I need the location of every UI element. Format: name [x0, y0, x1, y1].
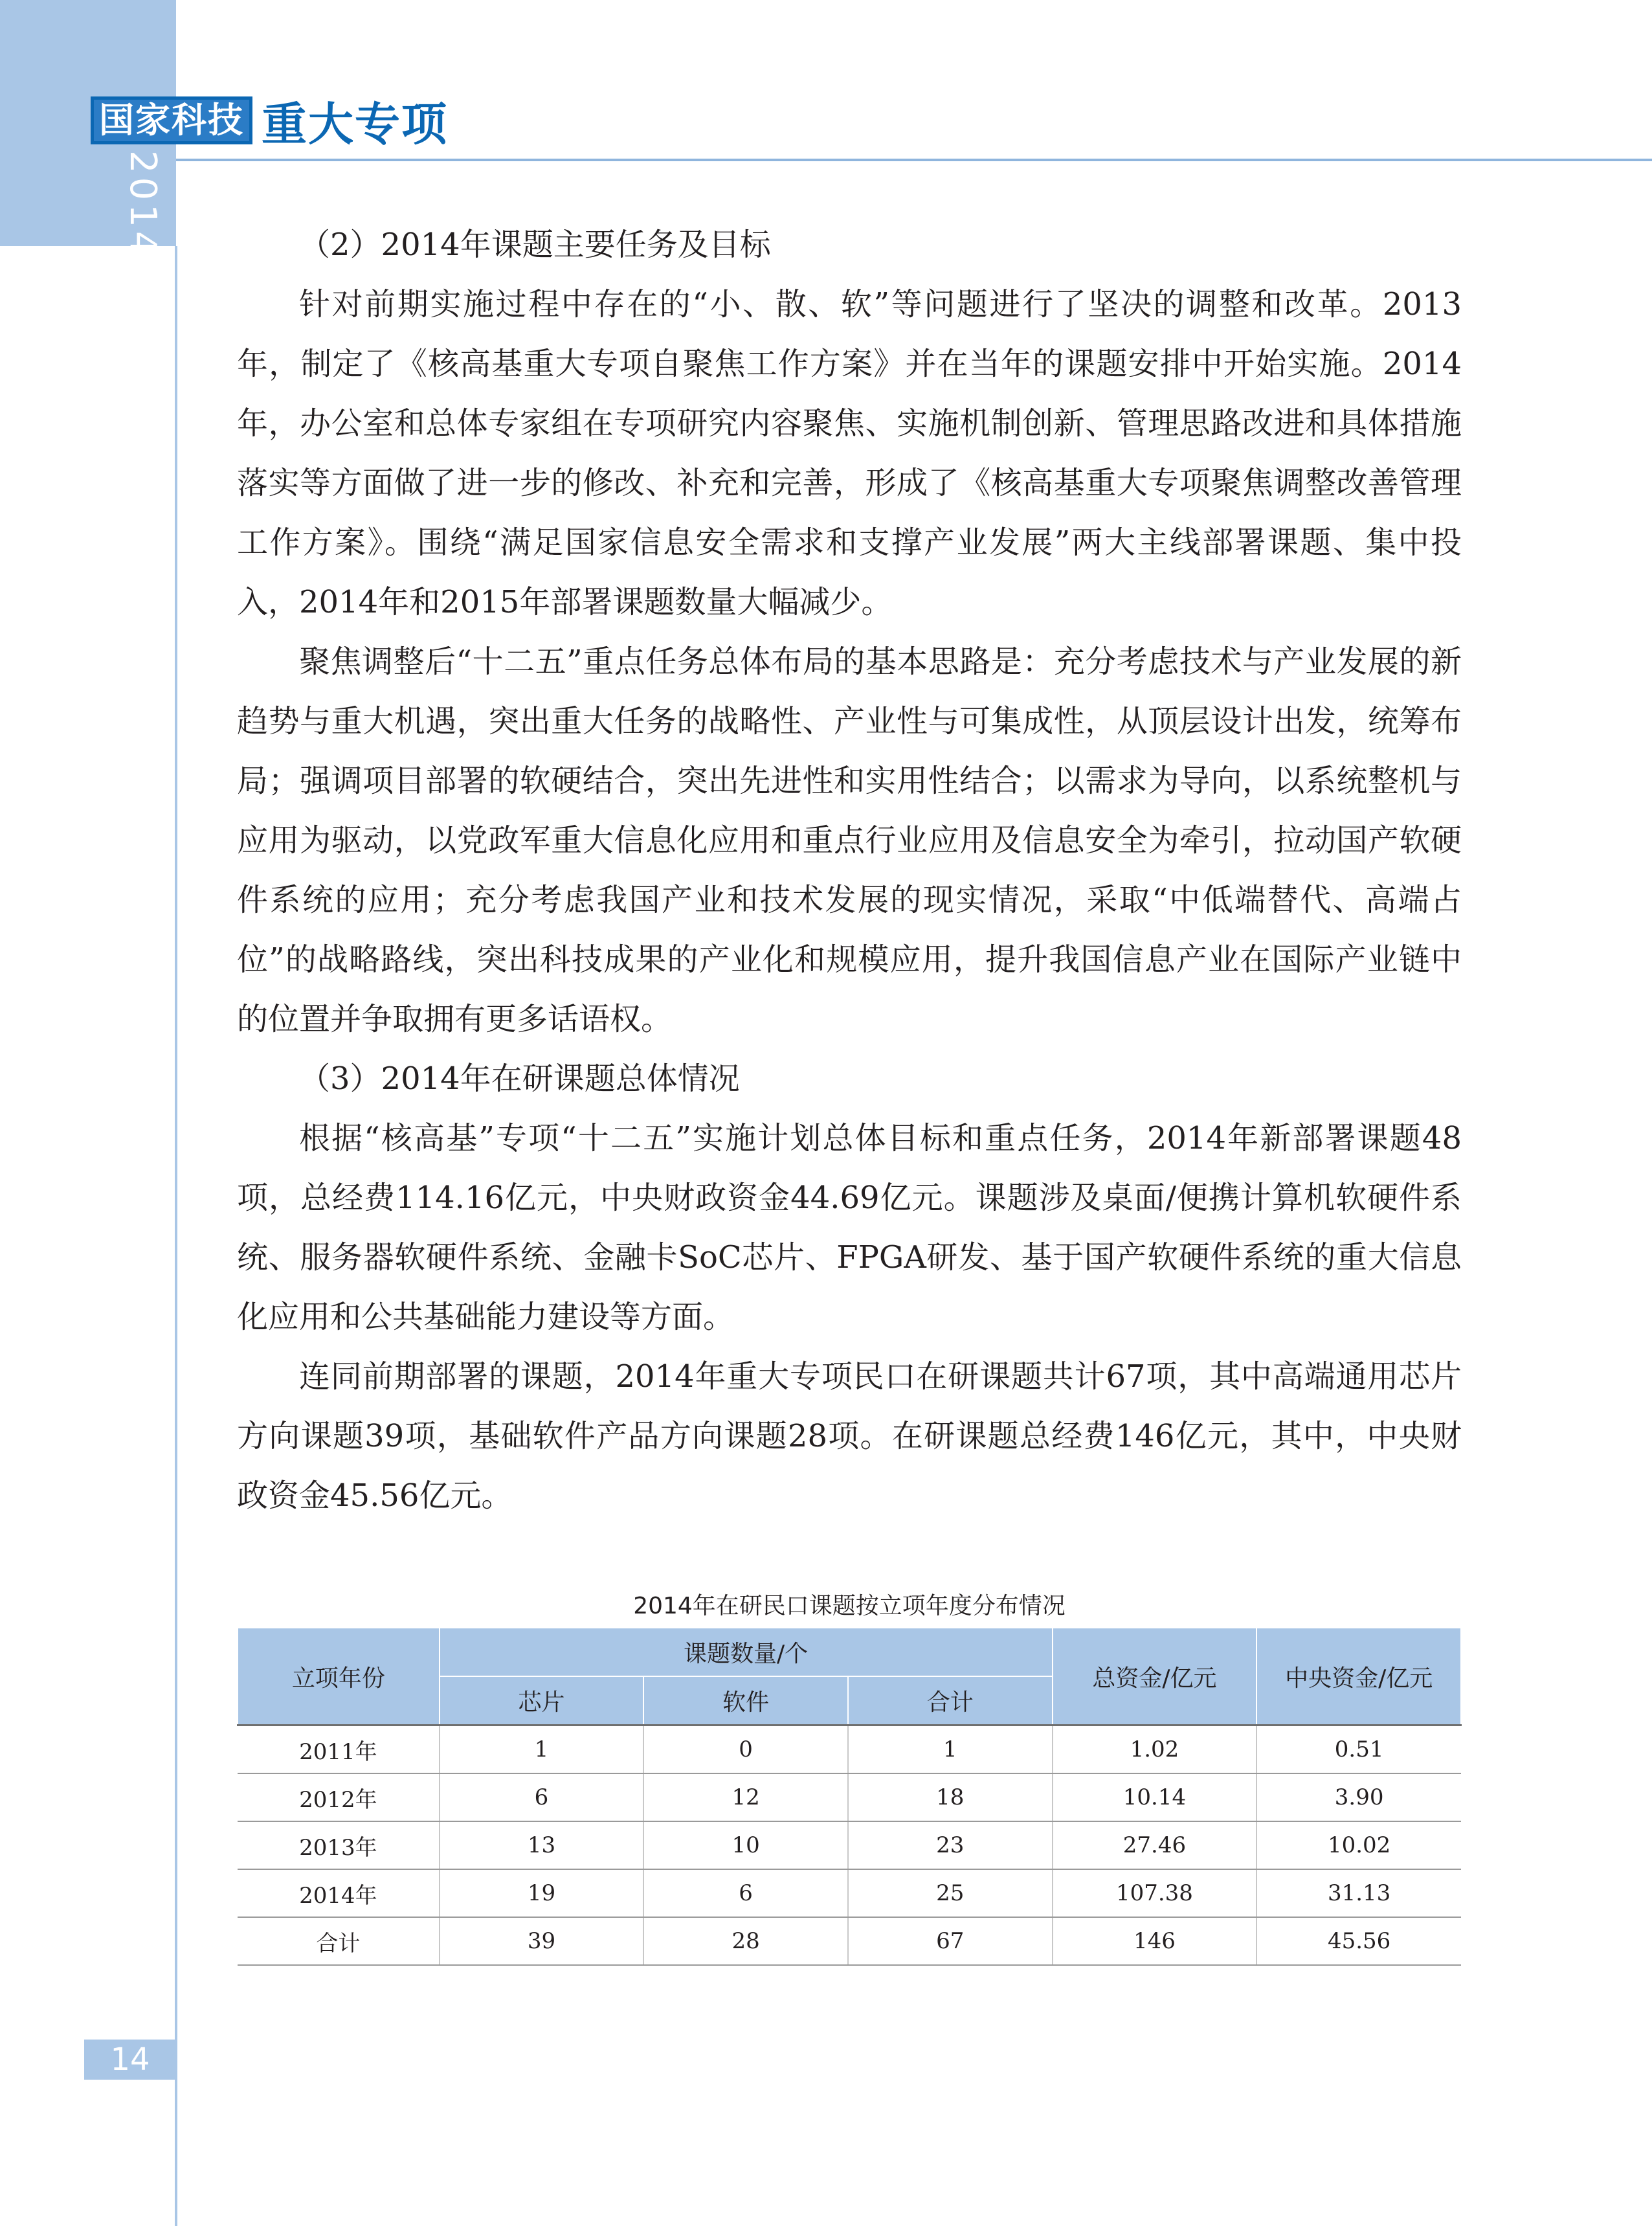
cell-chip: 13	[440, 1821, 644, 1869]
paragraph: 根据“核高基”专项“十二五”实施计划总体目标和重点任务，2014年新部署课题48项，总经费114.16亿元，中央财政资金44.69亿元。课题涉及桌面/便携计算机软硬件系统、服务器软硬件系统、金融卡SoC芯片、FPGA研发、基于国产软硬件系统的重大信息化应用和公共基础能力建设等方面。	[237, 1120, 1462, 1335]
subsection-heading: （3）2014年在研课题总体情况	[299, 1061, 740, 1097]
header-central-fund: 中央资金/亿元	[1256, 1628, 1461, 1726]
cell-subtotal: 23	[848, 1821, 1053, 1869]
table-caption: 2014年在研民口课题按立项年度分布情况	[633, 1593, 1066, 1619]
cell-central-fund: 31.13	[1256, 1869, 1461, 1917]
cell-software: 0	[643, 1726, 848, 1774]
distribution-table	[237, 1628, 1462, 1966]
paragraph: 连同前期部署的课题，2014年重大专项民口在研课题共计67项，其中高端通用芯片方向课题39项，基础软件产品方向课题28项。在研课题总经费146亿元，其中，中央财政资金45.56亿元。	[237, 1358, 1462, 1514]
cell-central-fund: 45.56	[1256, 1917, 1461, 1965]
cell-chip: 6	[440, 1773, 644, 1821]
cell-subtotal: 67	[848, 1917, 1053, 1965]
paragraph: 针对前期实施过程中存在的“小、散、软”等问题进行了坚决的调整和改革。2013年，制定了《核高基重大专项自聚焦工作方案》并在当年的课题安排中开始实施。2014年，办公室和总体专家组在专项研究内容聚焦、实施机制创新、管理思路改进和具体措施落实等方面做了进一步的修改、补充和完善，形成了《核高基重大专项聚焦调整改善管理工作方案》。围绕“满足国家信息安全需求和支撑产业发展”两大主线部署课题、集中投入，2014年和2015年部署课题数量大幅减少。	[237, 286, 1462, 620]
paragraph: 聚焦调整后“十二五”重点任务总体布局的基本思路是：充分考虑技术与产业发展的新趋势与重大机遇，突出重大任务的战略性、产业性与可集成性，从顶层设计出发，统筹布局；强调项目部署的软硬结合，突出先进性和实用性结合；以需求为导向，以系统整机与应用为驱动，以党政军重大信息化应用和重点行业应用及信息安全为牵引，拉动国产软硬件系统的应用；充分考虑我国产业和技术发展的现实情况，采取“中低端替代、高端占位”的战略路线，突出科技成果的产业化和规模应用，提升我国信息产业在国际产业链中的位置并争取拥有更多话语权。	[237, 644, 1462, 1037]
cell-chip: 19	[440, 1869, 644, 1917]
body-text	[237, 215, 1462, 1525]
cell-software: 10	[643, 1821, 848, 1869]
cell-total-fund: 107.38	[1053, 1869, 1257, 1917]
header-logo-box: 国家科技	[91, 96, 252, 144]
table-row-total	[238, 1917, 1461, 1965]
header-year: 立项年份	[238, 1628, 440, 1726]
running-header	[91, 95, 448, 151]
table-row	[238, 1869, 1461, 1917]
cell-subtotal: 1	[848, 1726, 1053, 1774]
cell-year: 2012年	[238, 1773, 440, 1821]
cell-software: 28	[643, 1917, 848, 1965]
header-title: 重大专项	[262, 97, 448, 151]
subsection-heading: （2）2014年课题主要任务及目标	[299, 227, 771, 263]
cell-central-fund: 3.90	[1256, 1773, 1461, 1821]
table-row	[238, 1773, 1461, 1821]
header-total-fund: 总资金/亿元	[1053, 1628, 1257, 1726]
table-row	[238, 1821, 1461, 1869]
cell-chip: 39	[440, 1917, 644, 1965]
page-number: 14	[84, 2040, 176, 2080]
cell-central-fund: 0.51	[1256, 1726, 1461, 1774]
cell-total-fund: 27.46	[1053, 1821, 1257, 1869]
header-software: 软件	[643, 1676, 848, 1726]
cell-subtotal: 25	[848, 1869, 1053, 1917]
header-rule	[176, 159, 1652, 161]
cell-year: 2014年	[238, 1869, 440, 1917]
header-chip: 芯片	[440, 1676, 644, 1726]
cell-software: 12	[643, 1773, 848, 1821]
header-subtotal: 合计	[848, 1676, 1053, 1726]
cell-total-fund: 146	[1053, 1917, 1257, 1965]
cell-software: 6	[643, 1869, 848, 1917]
cell-total-fund: 10.14	[1053, 1773, 1257, 1821]
cell-chip: 1	[440, 1726, 644, 1774]
vertical-report-title: 2014 年度报告	[122, 150, 164, 434]
cell-subtotal: 18	[848, 1773, 1053, 1821]
cell-year: 2011年	[238, 1726, 440, 1774]
cell-total-fund: 1.02	[1053, 1726, 1257, 1774]
header-count-group: 课题数量/个	[440, 1628, 1053, 1676]
side-border-line	[175, 246, 177, 2226]
cell-year: 合计	[238, 1917, 440, 1965]
table-row	[238, 1726, 1461, 1774]
cell-central-fund: 10.02	[1256, 1821, 1461, 1869]
cell-year: 2013年	[238, 1821, 440, 1869]
